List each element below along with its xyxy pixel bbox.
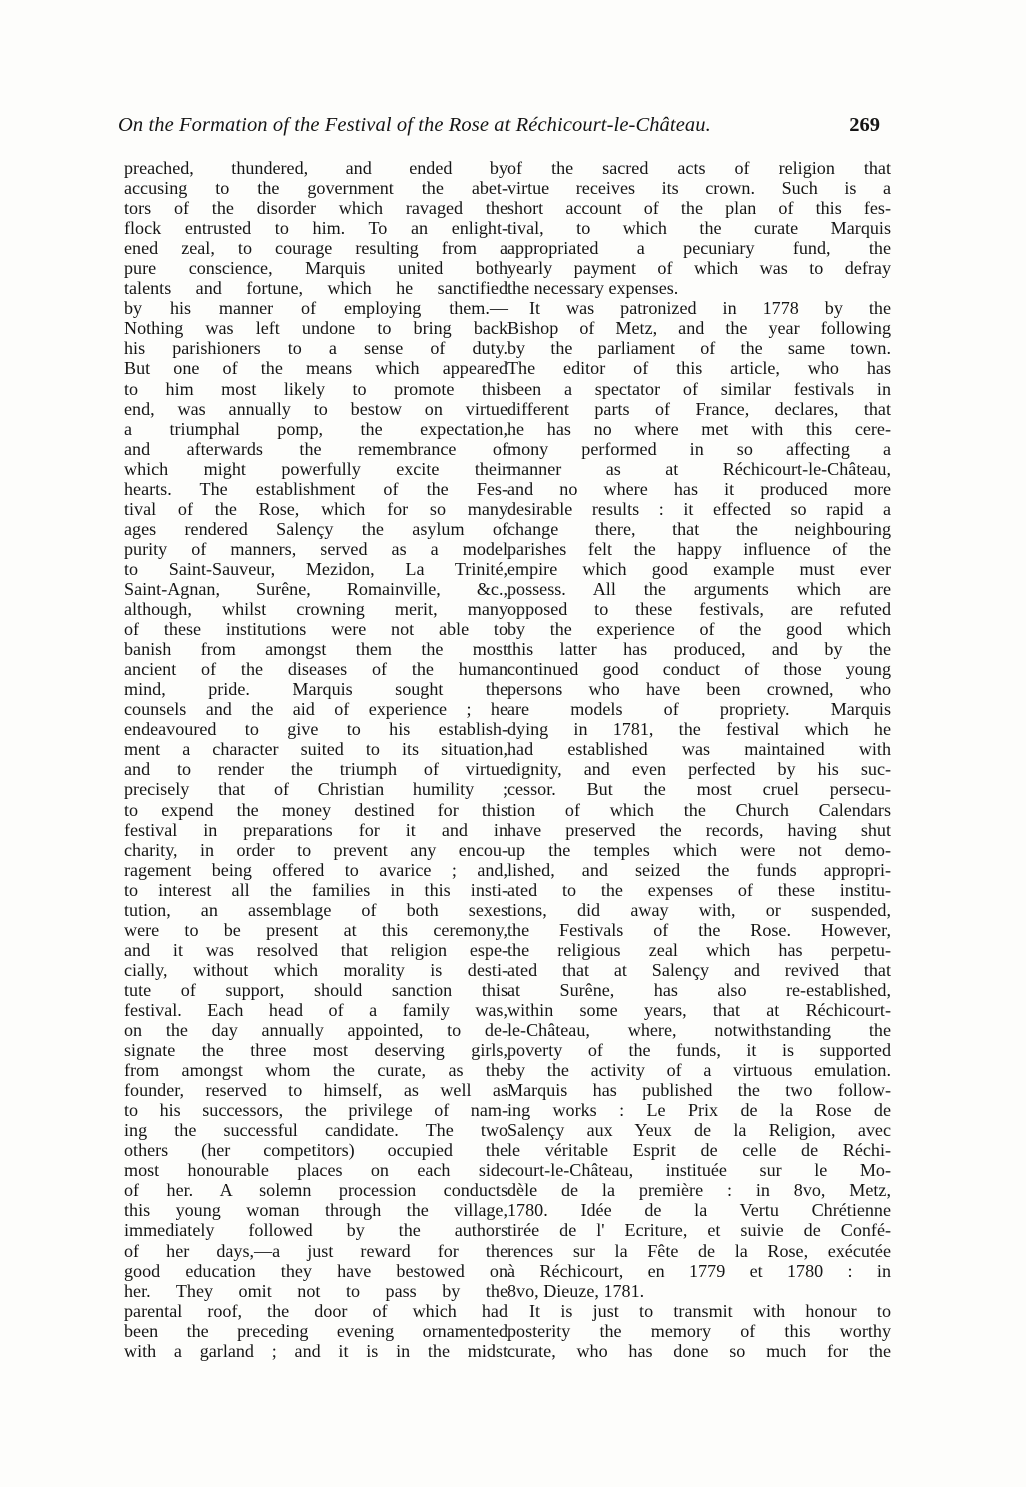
text-line: by his manner of employing them.— [124, 298, 508, 319]
text-line: Salençy aux Yeux de la Religion, avec [507, 1120, 891, 1141]
text-line: by the experience of the good which [507, 619, 891, 640]
text-line: pure conscience, Marquis united both [124, 258, 508, 279]
text-line: yearly payment of which was to defray [507, 258, 891, 279]
paragraph [507, 298, 891, 1300]
text-line: ment a character suited to its situation, [124, 739, 508, 760]
text-line: of these institutions were not able to [124, 619, 508, 640]
text-line: tival, to which the curate Marquis [507, 218, 891, 239]
text-line: and it was resolved that religion espe- [124, 939, 508, 960]
text-line: different parts of France, declares, that [507, 398, 891, 419]
text-line: end, was annually to bestow on virtue [124, 398, 508, 419]
text-line: her. They omit not to pass by the [124, 1280, 508, 1301]
text-line: parental roof, the door of which had [124, 1300, 508, 1321]
text-line: ancient of the diseases of the human [124, 659, 508, 680]
text-line: continued good conduct of those young [507, 659, 891, 680]
text-line: le-Château, where, notwithstanding the [507, 1020, 891, 1041]
text-line: virtue receives its crown. Such is a [507, 178, 891, 199]
text-line: cially, without which morality is desti- [124, 959, 508, 980]
text-line: tirée de l' Ecriture, et suivie de Confé- [507, 1220, 891, 1241]
text-line: Saint-Agnan, Surêne, Romainville, &c., [124, 578, 508, 599]
text-line: by the parliament of the same town. [507, 338, 891, 359]
text-line: he has no where met with this cere- [507, 418, 891, 439]
text-line: dèle de la première : in 8vo, Metz, [507, 1180, 891, 1201]
text-line: Nothing was left undone to bring back [124, 318, 508, 339]
text-line: by the activity of a virtuous emulation. [507, 1060, 891, 1081]
text-line: which might powerfully excite their [124, 458, 508, 479]
text-line: to expend the money destined for this [124, 799, 508, 820]
text-line: It was patronized in 1778 by the [529, 298, 891, 319]
text-line: counsels and the aid of experience ; he [124, 699, 508, 720]
text-line: to Saint-Sauveur, Mezidon, La Trinité, [124, 558, 508, 579]
text-line: most honourable places on each side [124, 1160, 508, 1181]
text-line: cessor. But the most cruel persecu- [507, 779, 891, 800]
text-line: and no where has it produced more [507, 478, 891, 499]
text-line: court-le-Château, instituée sur le Mo- [507, 1160, 891, 1181]
text-line: ing works : Le Prix de la Rose de [507, 1100, 891, 1121]
text-line: tion of which the Church Calendars [507, 799, 891, 820]
text-line: rences sur la Fête de la Rose, exécutée [507, 1240, 891, 1261]
text-line: were to be present at this ceremony, [124, 919, 508, 940]
text-line: poverty of the funds, it is supported [507, 1040, 891, 1061]
text-line: from amongst whom the curate, as the [124, 1060, 508, 1081]
text-line: preached, thundered, and ended by [124, 158, 508, 178]
text-line: Marquis has published the two follow- [507, 1080, 891, 1101]
text-line: It is just to transmit with honour to [529, 1300, 891, 1321]
text-line: appropriated a pecuniary fund, the [507, 238, 891, 259]
text-line: this young woman through the village, [124, 1200, 508, 1221]
text-line: hearts. The establishment of the Fes- [124, 478, 508, 499]
paragraph [507, 1301, 891, 1361]
text-line: tors of the disorder which ravaged the [124, 198, 508, 219]
text-line: tival of the Rose, which for so many [124, 498, 508, 519]
text-line: been the preceding evening ornamented [124, 1320, 508, 1341]
text-line: ated that at Salençy and revived that [507, 959, 891, 980]
text-line: to interest all the families in this insti- [124, 879, 508, 900]
text-line: the Festivals of the Rose. However, [507, 919, 891, 940]
text-line: have preserved the records, having shut [507, 819, 891, 840]
text-line: and to render the triumph of virtue [124, 759, 508, 780]
text-line: endeavoured to give to his establish- [124, 719, 508, 740]
text-line: mind, pride. Marquis sought the [124, 679, 508, 700]
text-line: ated to the expenses of these institu- [507, 879, 891, 900]
page-number: 269 [849, 114, 880, 136]
right-column [507, 158, 891, 1361]
text-line: charity, in order to prevent any encou- [124, 839, 508, 860]
text-line: à Réchicourt, en 1779 et 1780 : in [507, 1260, 891, 1281]
text-line: festival in preparations for it and in [124, 819, 508, 840]
text-line: ing the successful candidate. The two [124, 1120, 508, 1141]
text-line: curate, who has done so much for the [507, 1340, 891, 1361]
text-line: the religious zeal which has perpetu- [507, 939, 891, 960]
text-line: immediately followed by the authors [124, 1220, 508, 1241]
text-line: good education they have bestowed on [124, 1260, 508, 1281]
text-line: with a garland ; and it is in the midst [124, 1340, 508, 1361]
text-line: signate the three most deserving girls, [124, 1040, 508, 1061]
text-line: banish from amongst them the most [124, 639, 508, 660]
text-line: But one of the means which appeared [124, 358, 508, 379]
text-line: le véritable Esprit de celle de Réchi- [507, 1140, 891, 1161]
text-line: persons who have been crowned, who [507, 679, 891, 700]
text-line: opposed to these festivals, are refuted [507, 599, 891, 620]
text-line: precisely that of Christian humility ; [124, 779, 508, 800]
text-line: this latter has produced, and by the [507, 639, 891, 660]
text-line: of her. A solemn procession conducts [124, 1180, 508, 1201]
text-line: founder, reserved to himself, as well as [124, 1080, 508, 1101]
text-line: mony performed in so affecting a [507, 438, 891, 459]
text-line: to his successors, the privilege of nam- [124, 1100, 508, 1121]
text-line: although, whilst crowning merit, many [124, 599, 508, 620]
text-line: 8vo, Dieuze, 1781. [507, 1280, 645, 1301]
left-column [124, 158, 508, 1361]
text-line: been a spectator of similar festivals in [507, 378, 891, 399]
text-line: parishes felt the happy influence of the [507, 538, 891, 559]
text-line: up the temples which were not demo- [507, 839, 891, 860]
running-head [118, 114, 880, 148]
text-line: others (her competitors) occupied the [124, 1140, 508, 1161]
text-line: 1780. Idée de la Vertu Chrétienne [507, 1200, 891, 1221]
text-line: purity of manners, served as a model [124, 538, 508, 559]
text-line: empire which good example must ever [507, 558, 891, 579]
text-line: to him most likely to promote this [124, 378, 508, 399]
text-line: lished, and seized the funds appropri- [507, 859, 891, 880]
text-line: dignity, and even perfected by his suc- [507, 759, 891, 780]
text-line: tution, an assemblage of both sexes [124, 899, 508, 920]
text-line: accusing to the government the abet- [124, 178, 508, 199]
text-line: festival. Each head of a family was, [124, 999, 508, 1020]
text-line: ened zeal, to courage resulting from a [124, 238, 508, 259]
running-title: On the Formation of the Festival of the Rose at Réchicourt-le-Château. [118, 114, 711, 136]
text-line: had established was maintained with [507, 739, 891, 760]
text-line: talents and fortune, which he sanctified [124, 278, 508, 299]
text-line: within some years, that at Réchicourt- [507, 999, 891, 1020]
text-line: short account of the plan of this fes- [507, 198, 891, 219]
text-line: posterity the memory of this worthy [507, 1320, 891, 1341]
paragraph [124, 158, 508, 1361]
text-line: tute of support, should sanction this [124, 979, 508, 1000]
text-line: desirable results : it effected so rapid a [507, 498, 891, 519]
text-line: tions, did away with, or suspended, [507, 899, 891, 920]
text-line: the necessary expenses. [507, 278, 679, 299]
text-line: possess. All the arguments which are [507, 578, 891, 599]
text-line: and afterwards the remembrance of [124, 438, 508, 459]
text-line: at Surêne, has also re-established, [507, 979, 891, 1000]
text-line: flock entrusted to him. To an enlight- [124, 218, 508, 239]
text-line: of the sacred acts of religion that [507, 158, 891, 178]
text-line: a triumphal pomp, the expectation, [124, 418, 508, 439]
text-line: of her days,—a just reward for the [124, 1240, 508, 1261]
text-line: his parishioners to a sense of duty. [124, 338, 508, 359]
text-line: ragement being offered to avarice ; and, [124, 859, 508, 880]
text-line: The editor of this article, who has [507, 358, 891, 379]
text-line: manner as at Réchicourt-le-Château, [507, 458, 891, 479]
text-line: Bishop of Metz, and the year following [507, 318, 891, 339]
text-line: on the day annually appointed, to de- [124, 1020, 508, 1041]
text-line: dying in 1781, the festival which he [507, 719, 891, 740]
text-line: change there, that the neighbouring [507, 518, 891, 539]
text-line: ages rendered Salençy the asylum of [124, 518, 508, 539]
paragraph [507, 158, 891, 298]
text-line: are models of propriety. Marquis [507, 699, 891, 720]
